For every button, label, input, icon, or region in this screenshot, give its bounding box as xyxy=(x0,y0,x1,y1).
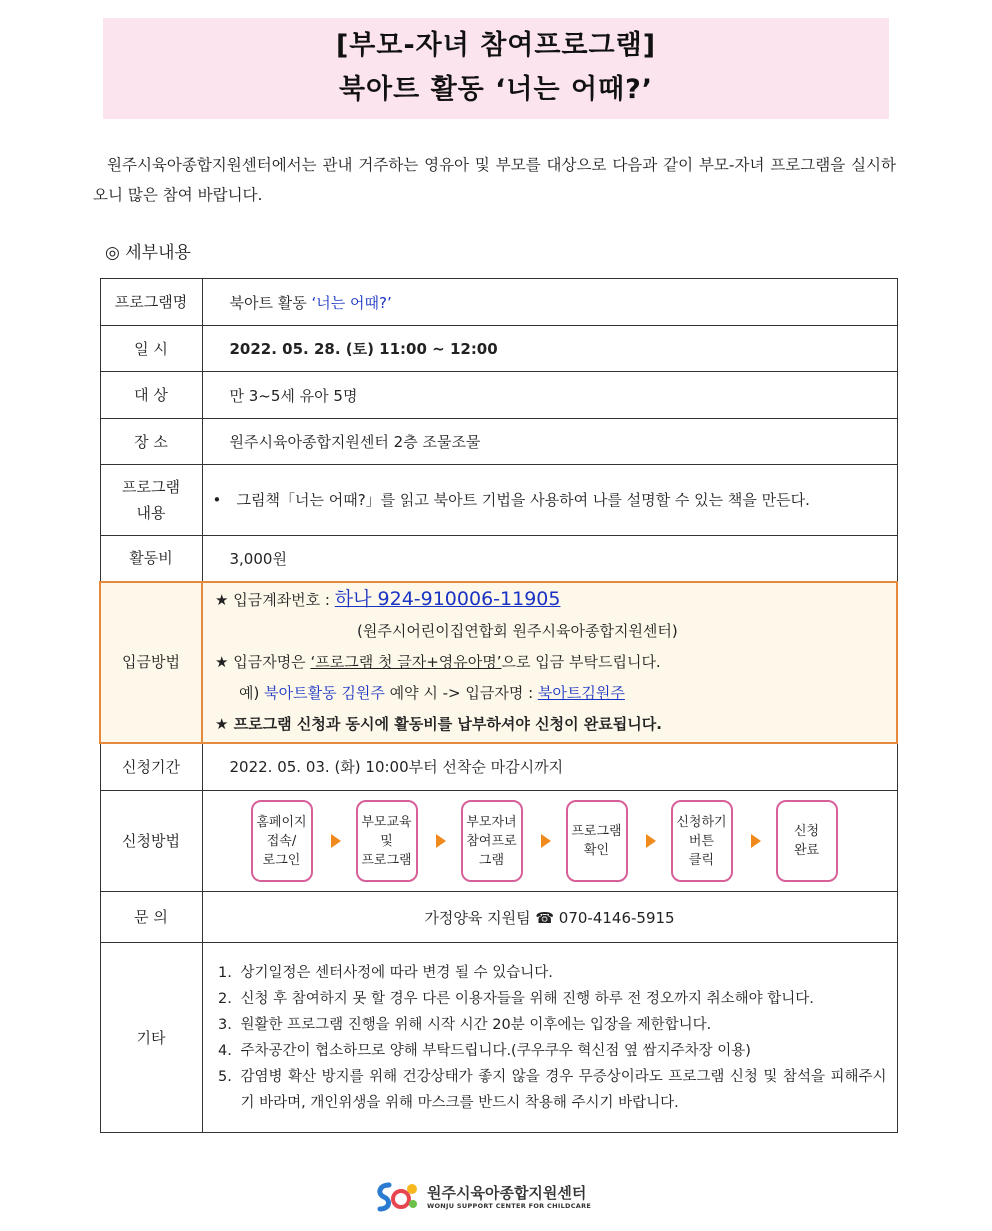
table-row xyxy=(100,943,897,1133)
date-value: 2022. 05. 28. (토) 11:00 ~ 12:00 xyxy=(202,326,897,372)
content-value xyxy=(202,465,897,536)
title-line-2: 북아트 활동 ‘너는 어때?’ xyxy=(338,74,654,105)
arrow-right-icon xyxy=(436,834,446,848)
row-label-payment: 입금방법 xyxy=(100,582,202,743)
account-number: 하나 924-910006-11905 xyxy=(334,588,561,610)
title-banner xyxy=(103,18,889,119)
arrow-right-icon xyxy=(331,834,341,848)
double-circle-icon: ◎ xyxy=(105,243,120,263)
section-heading-label: 세부내용 xyxy=(125,243,191,263)
example-line xyxy=(215,678,896,709)
program-title: ‘너는 어때?’ xyxy=(311,293,392,312)
table-row xyxy=(100,372,897,419)
depositor-suffix: 으로 입금 부탁드립니다. xyxy=(501,653,661,671)
contact-value: 가정양육 지원팀 ☎ 070-4146-5915 xyxy=(202,892,897,943)
depositor-prefix: 입금자명은 xyxy=(228,653,311,671)
program-prefix: 북아트 활동 xyxy=(229,293,312,312)
flow-step-parent-child: 부모자녀 참여프로 그램 xyxy=(461,800,523,882)
etc-content xyxy=(202,943,897,1133)
row-label-period: 신청기간 xyxy=(100,743,202,791)
flow-step-homepage: 홈페이지 접속/ 로그인 xyxy=(251,800,313,882)
row-label-date: 일 시 xyxy=(100,326,202,372)
row-label-content-line2: 내용 xyxy=(136,504,166,522)
flow-step-apply-button: 신청하기 버튼 클릭 xyxy=(671,800,733,882)
list-item: 2. 신청 후 참여하지 못 할 경우 다른 이용자들을 위해 진행 하루 전 정오까지 취소해야 합니다. xyxy=(237,986,887,1012)
place-value: 원주시육아종합지원센터 2층 조물조물 xyxy=(202,419,897,465)
list-item: 3. 원활한 프로그램 진행을 위해 시작 시간 20분 이후에는 입장을 제한합니다. xyxy=(237,1012,887,1038)
table-row xyxy=(100,536,897,582)
star-icon: ★ xyxy=(215,591,229,609)
fee-value: 3,000원 xyxy=(202,536,897,582)
table-row xyxy=(100,791,897,892)
table-row-payment xyxy=(100,582,897,743)
payment-notice xyxy=(215,709,896,740)
payment-notice-text: 프로그램 신청과 동시에 활동비를 납부하셔야 신청이 완료됩니다. xyxy=(228,715,662,733)
row-label-contact: 문 의 xyxy=(100,892,202,943)
table-row xyxy=(100,465,897,536)
flow-step-complete: 신청 완료 xyxy=(776,800,838,882)
table-row xyxy=(100,743,897,791)
list-item: 5. 감염병 확산 방지를 위해 건강상태가 좋지 않을 경우 무증상이라도 프로그램 신청 및 참석을 피해주시기 바라며, 개인위생을 위해 마스크를 반드시 착용해 주시기 바랍니다. xyxy=(237,1064,887,1116)
row-label-content-line1: 프로그램 xyxy=(122,478,180,496)
row-label-target: 대 상 xyxy=(100,372,202,419)
account-holder: (원주시어린이집연합회 원주시육아종합지원센터) xyxy=(357,622,678,640)
section-heading xyxy=(105,238,191,263)
table-row xyxy=(100,892,897,943)
intro-paragraph: 원주시육아종합지원센터에서는 관내 거주하는 영유아 및 부모를 대상으로 다음과 같이 부모-자녀 프로그램을 실시하오니 많은 참여 바랍니다. xyxy=(93,156,896,204)
flow-step-confirm: 프로그램 확인 xyxy=(566,800,628,882)
example-depositor: 북아트김원주 xyxy=(537,684,625,702)
row-label-content xyxy=(100,465,202,536)
title-line-1: [부모-자녀 참여프로그램] xyxy=(335,30,657,61)
content-text: 그림책「너는 어때?」를 읽고 북아트 기법을 사용하여 나를 설명할 수 있는 책을 만든다. xyxy=(236,490,810,509)
target-value: 만 3~5세 유아 5명 xyxy=(202,372,897,419)
bullet-icon: • xyxy=(212,490,222,509)
arrow-right-icon xyxy=(751,834,761,848)
table-row xyxy=(100,279,897,326)
example-mid: 예약 시 -> 입금자명 : xyxy=(384,684,538,702)
row-label-program: 프로그램명 xyxy=(100,279,202,326)
star-icon: ★ xyxy=(215,653,229,671)
row-label-method: 신청방법 xyxy=(100,791,202,892)
row-label-place: 장 소 xyxy=(100,419,202,465)
list-item: 4. 주차공간이 협소하므로 양해 부탁드립니다.(쿠우쿠우 혁신점 옆 쌈지주차장 이용) xyxy=(237,1038,887,1064)
star-icon: ★ xyxy=(215,715,229,733)
center-logo-icon xyxy=(375,1180,421,1214)
depositor-rule-line xyxy=(215,647,896,678)
table-row xyxy=(100,419,897,465)
example-prefix: 예) xyxy=(239,684,265,702)
depositor-rule: ‘프로그램 첫 글자+영유아명’ xyxy=(310,653,502,671)
arrow-right-icon xyxy=(646,834,656,848)
example-program: 북아트활동 김원주 xyxy=(264,684,385,702)
method-flow xyxy=(202,791,897,892)
arrow-right-icon xyxy=(541,834,551,848)
period-value: 2022. 05. 03. (화) 10:00부터 선착순 마감시까지 xyxy=(202,743,897,791)
flow-step-education: 부모교육 및 프로그램 xyxy=(356,800,418,882)
details-table xyxy=(99,278,898,1133)
notes-list xyxy=(203,950,897,1126)
account-label: 입금계좌번호 : xyxy=(228,591,335,609)
payment-content xyxy=(202,582,897,743)
list-item: 1. 상기일정은 센터사정에 따라 변경 될 수 있습니다. xyxy=(237,960,887,986)
row-label-etc: 기타 xyxy=(100,943,202,1133)
account-line xyxy=(215,584,896,616)
table-row xyxy=(100,326,897,372)
footer-subtitle: WONJU SUPPORT CENTER FOR CHILDCARE xyxy=(427,1202,592,1210)
row-label-fee: 활동비 xyxy=(100,536,202,582)
program-name xyxy=(202,279,897,326)
footer-name: 원주시육아종합지원센터 xyxy=(427,1184,587,1202)
footer-logo xyxy=(375,1180,591,1214)
